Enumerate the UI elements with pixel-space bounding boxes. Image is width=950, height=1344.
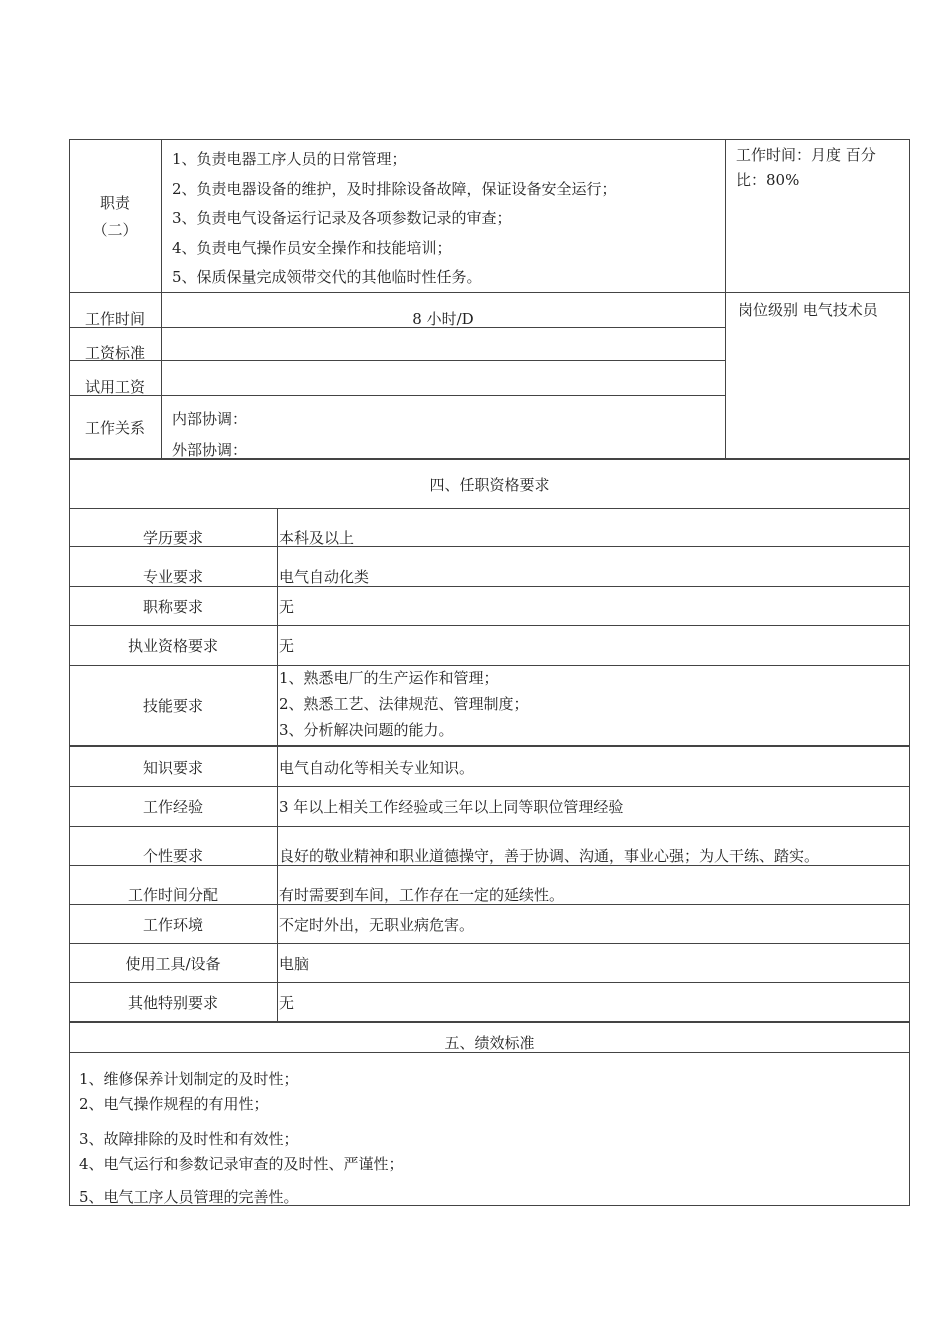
divider [725, 139, 726, 459]
req-value: 良好的敬业精神和职业道德操守，善于协调、沟通，事业心强；为人干练、踏实。 [279, 847, 820, 865]
divider [161, 139, 162, 459]
salary-label: 工资标准 [84, 344, 145, 362]
performance-item: 2、电气操作规程的有用性； [79, 1095, 269, 1113]
req-label: 工作时间分配 [127, 886, 218, 904]
work-time-value: 8 小时/D [412, 310, 474, 328]
req-label: 知识要求 [142, 759, 203, 777]
performance-title: 五、绩效标准 [444, 1034, 535, 1052]
req-label: 工作经验 [142, 798, 203, 816]
req-value: 本科及以上 [279, 529, 355, 547]
relation-internal: 内部协调： [172, 410, 248, 428]
divider [69, 508, 910, 509]
performance-item: 5、电气工序人员管理的完善性。 [79, 1188, 299, 1206]
divider [69, 982, 910, 983]
req-value: 电脑 [279, 955, 310, 973]
divider [69, 395, 725, 396]
divider [69, 1052, 910, 1053]
req-value: 无 [279, 994, 295, 1012]
req-label: 其他特别要求 [127, 994, 218, 1012]
duties-label: 职责 [99, 194, 130, 212]
req-value-line: 3、分析解决问题的能力。 [279, 721, 454, 739]
req-value-line: 1、熟悉电厂的生产运作和管理； [279, 669, 499, 687]
duty-item: 3、负责电气设备运行记录及各项参数记录的审查； [172, 209, 512, 227]
work-time-label: 工作时间 [84, 310, 145, 328]
time-ratio-cont: 比：80% [736, 171, 800, 189]
duty-item: 5、保质保量完成领带交代的其他临时性任务。 [172, 268, 482, 286]
divider [69, 786, 910, 787]
divider [69, 826, 910, 827]
req-value: 电气自动化类 [279, 568, 370, 586]
req-label: 专业要求 [142, 568, 203, 586]
qualification-title: 四、任职资格要求 [429, 476, 550, 494]
position-level: 岗位级别 电气技术员 [738, 301, 878, 319]
performance-item: 1、维修保养计划制定的及时性； [79, 1070, 299, 1088]
req-value: 电气自动化等相关专业知识。 [279, 759, 475, 777]
req-label: 工作环境 [142, 916, 203, 934]
req-label: 个性要求 [142, 847, 203, 865]
divider [69, 625, 910, 626]
relation-external: 外部协调： [172, 441, 248, 459]
probation-label: 试用工资 [84, 378, 145, 396]
divider [69, 360, 725, 361]
time-ratio: 工作时间：月度 百分 [736, 146, 876, 164]
performance-item: 3、故障排除的及时性和有效性； [79, 1130, 299, 1148]
req-value: 不定时外出，无职业病危害。 [279, 916, 475, 934]
divider [69, 292, 910, 293]
duty-item: 1、负责电器工序人员的日常管理； [172, 150, 407, 168]
req-label: 执业资格要求 [127, 637, 218, 655]
duties-label-sub: （二） [92, 221, 138, 239]
duty-item: 2、负责电器设备的维护，及时排除设备故障，保证设备安全运行； [172, 180, 617, 198]
req-label: 使用工具/设备 [125, 955, 221, 973]
req-value-line: 2、熟悉工艺、法律规范、管理制度； [279, 695, 529, 713]
req-value: 有时需要到车间，工作存在一定的延续性。 [279, 886, 565, 904]
duty-item: 4、负责电气操作员安全操作和技能培训； [172, 239, 452, 257]
relation-label: 工作关系 [84, 419, 145, 437]
req-label: 学历要求 [142, 529, 203, 547]
divider [69, 943, 910, 944]
req-label: 职称要求 [142, 598, 203, 616]
req-label: 技能要求 [142, 697, 203, 715]
performance-item: 4、电气运行和参数记录审查的及时性、严谨性； [79, 1155, 404, 1173]
req-value: 无 [279, 637, 295, 655]
divider [69, 745, 910, 747]
req-value: 无 [279, 598, 295, 616]
divider [69, 665, 910, 666]
req-value: 3 年以上相关工作经验或三年以上同等职位管理经验 [279, 798, 624, 816]
